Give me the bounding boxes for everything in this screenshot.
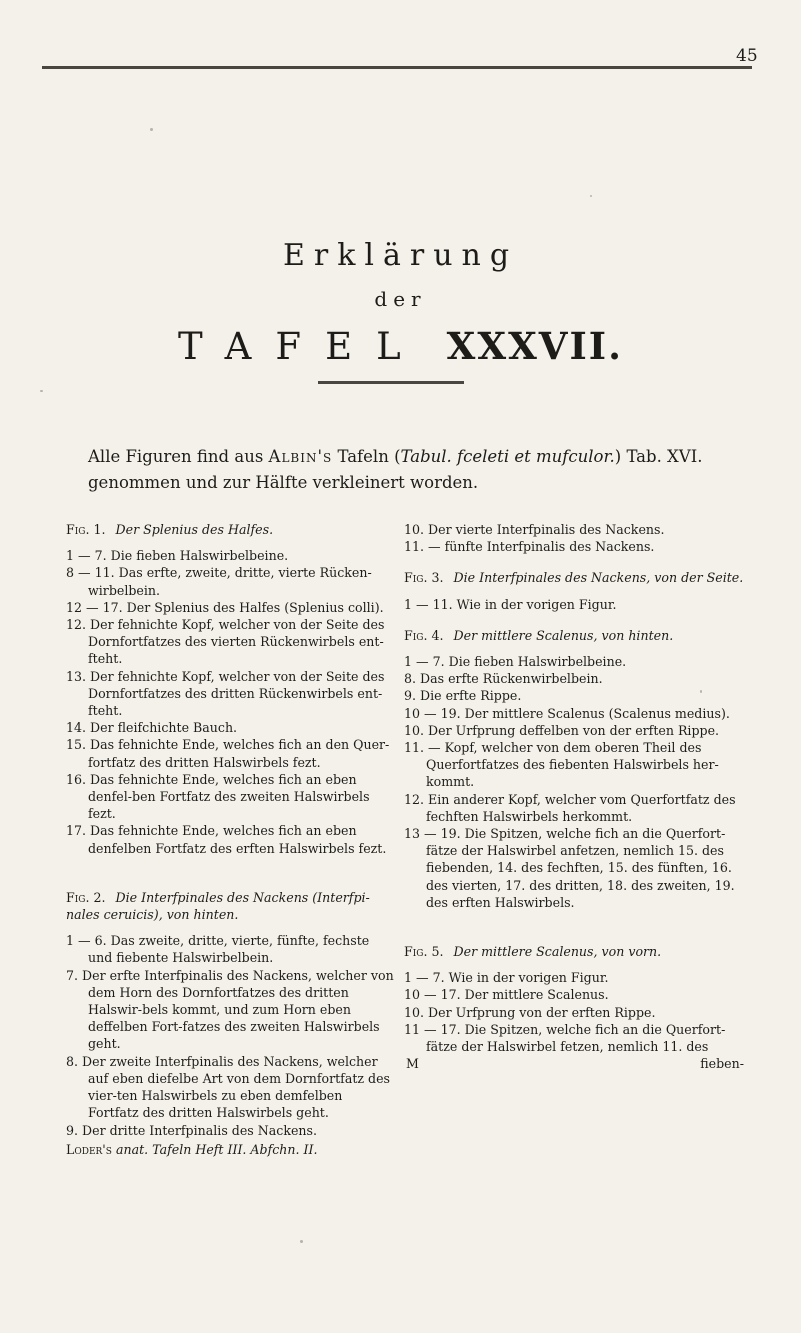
fig2-label: Fig. 2. xyxy=(66,889,106,905)
intro-text-3: ) Tab. XVI. genommen und zur Hälfte verkleinert worden. xyxy=(88,446,703,492)
fig1-item: 14. Der fleifchichte Bauch. xyxy=(66,720,238,736)
signature-mark: M xyxy=(406,1056,419,1072)
fig5-caption: Der mittlere Scalenus, von vorn. xyxy=(453,944,662,960)
fig1-item: 16. Das fehnichte Ende, welches fich an eben denfel-ben Fortfatz des zweiten Halswirbels fezt. xyxy=(66,771,370,822)
fig4-item: 11. — Kopf, welcher von dem oberen Theil des Querfortfatzes des fiebenten Halswirbels her-kommt. xyxy=(404,740,719,790)
fig5-heading xyxy=(404,943,744,960)
paper-speck xyxy=(150,128,153,131)
fig4-item: 8. Das erfte Rückenwirbelbein. xyxy=(404,671,603,687)
fig4-item: 9. Die erfte Rippe. xyxy=(404,688,522,704)
paper-speck xyxy=(700,690,702,693)
subtitle-der: der xyxy=(374,287,427,311)
fig4-item: 1 — 7. Die fieben Halswirbelbeine. xyxy=(404,654,627,670)
spacer xyxy=(404,911,744,943)
footer-work: anat. Tafeln Heft III. Abfchn. II. xyxy=(115,1141,318,1157)
page-title: Erklärung xyxy=(282,238,519,273)
fig1-heading xyxy=(66,521,396,538)
fig1-item: 8 — 11. Das erfte, zweite, dritte, vierte Rücken-wirbelbein. xyxy=(66,565,372,598)
intro-paragraph xyxy=(88,444,730,496)
fig3-label: Fig. 3. xyxy=(404,570,444,586)
footer-author: Loder's xyxy=(66,1141,112,1157)
plate-number: XXXVII. xyxy=(446,324,623,368)
fig4-label: Fig. 4. xyxy=(404,627,444,643)
fig2-heading xyxy=(66,889,396,923)
page-number: 45 xyxy=(736,46,758,66)
fig5-item: 10. Der Urfprung von der erften Rippe. xyxy=(404,1004,656,1020)
plate-word: TAFEL xyxy=(178,325,425,368)
fig2-item: 9. Der dritte Interfpinalis des Nackens. xyxy=(66,1122,318,1138)
intro-work-title: Tabul. fceleti et mufculor. xyxy=(400,446,615,466)
page-bottom-line xyxy=(404,1055,744,1072)
fig1-item: 15. Das fehnichte Ende, welches fich an den Quer-fortfatz des dritten Halswirbels fezt. xyxy=(66,737,390,770)
fig4-heading xyxy=(404,627,744,644)
intro-author: Albin's xyxy=(268,446,333,466)
fig5-item: 10 — 17. Der mittlere Scalenus. xyxy=(404,987,609,1003)
right-column xyxy=(404,521,744,1072)
paper-speck xyxy=(590,195,592,197)
paper-speck xyxy=(300,1240,303,1243)
spacer xyxy=(66,857,396,889)
fig4-item: 10. Der Urfprung deffelben von der erften Rippe. xyxy=(404,722,720,738)
fig3-item: 1 — 11. Wie in der vorigen Figur. xyxy=(404,596,617,612)
fig4-caption: Der mittlere Scalenus, von hinten. xyxy=(453,627,674,643)
paper-speck xyxy=(40,390,43,392)
fig1-item: 17. Das fehnichte Ende, welches fich an eben denfelben Fortfatz des erften Halswirbels fezt. xyxy=(66,823,387,856)
fig1-caption: Der Splenius des Halfes. xyxy=(115,522,274,537)
fig4-item: 12. Ein anderer Kopf, welcher vom Querfortfatz des fechften Halswirbels herkommt. xyxy=(404,791,736,824)
fig4-item: 13 — 19. Die Spitzen, welche fich an die Querfort-fätze der Halswirbel anfetzen, nemlich 15. des fiebenden, 14. des fechften, 15. des fünften, 16. des vierten, 17. des dritten, 18. des zweiten, 19. des erften Halswirbels. xyxy=(404,826,735,910)
top-rule xyxy=(42,66,752,69)
fig2-item: 1 — 6. Das zweite, dritte, vierte, fünfte, fechste und fiebente Halswirbelbein. xyxy=(66,933,370,966)
fig1-item: 12 — 17. Der Splenius des Halfes (Splenius colli). xyxy=(66,599,384,615)
plate-title xyxy=(0,324,801,368)
catchword: fieben- xyxy=(700,1056,744,1072)
fig2-continued-item: 10. Der vierte Interfpinalis des Nackens. xyxy=(404,522,665,537)
fig3-heading xyxy=(404,569,744,586)
fig2-item: 8. Der zweite Interfpinalis des Nackens, welcher auf eben diefelbe Art von dem Dornfortfatz des vier-ten Halswirbels zu eben demfelben Fortfatz des dritten Halswirbels geht. xyxy=(66,1053,390,1121)
fig2-continued-item: 11. — fünfte Interfpinalis des Nackens. xyxy=(404,539,655,555)
fig1-item: 1 — 7. Die fieben Halswirbelbeine. xyxy=(66,548,289,564)
fig5-item: 11 — 17. Die Spitzen, welche fich an die Querfort-fätze der Halswirbel fetzen, nemlich 11. des xyxy=(404,1021,726,1055)
left-column xyxy=(66,521,396,1158)
fig4-item: 10 — 19. Der mittlere Scalenus (Scalenus medius). xyxy=(404,705,730,721)
page-footer xyxy=(66,1141,396,1158)
fig1-item: 13. Der fehnichte Kopf, welcher von der Seite des Dornfortfatzes des dritten Rückenwirbels ent-fteht. xyxy=(66,668,385,719)
intro-text-2: Tafeln ( xyxy=(332,446,401,466)
fig2-caption: Die Interfpinales des Nackens (Interfpi-nales ceruicis), von hinten. xyxy=(66,889,370,923)
fig3-caption: Die Interfpinales des Nackens, von der Seite. xyxy=(453,570,744,586)
fig1-label: Fig. 1. xyxy=(66,522,106,537)
fig5-label: Fig. 5. xyxy=(404,944,444,960)
spacer xyxy=(404,555,744,569)
intro-text-1: Alle Figuren find aus xyxy=(88,446,269,466)
decorative-rule xyxy=(318,381,464,384)
fig1-item: 12. Der fehnichte Kopf, welcher von der Seite des Dornfortfatzes des vierten Rückenwirbels ent-fteht. xyxy=(66,617,385,667)
fig2-item: 7. Der erfte Interfpinalis des Nackens, welcher von dem Horn des Dornfortfatzes des dritten Halswir-bels kommt, und zum Horn eben deffelben Fort-fatzes des zweiten Halswirbels geht. xyxy=(66,967,394,1052)
fig5-item: 1 — 7. Wie in der vorigen Figur. xyxy=(404,970,609,986)
footer-source xyxy=(66,1141,317,1158)
spacer xyxy=(404,613,744,627)
